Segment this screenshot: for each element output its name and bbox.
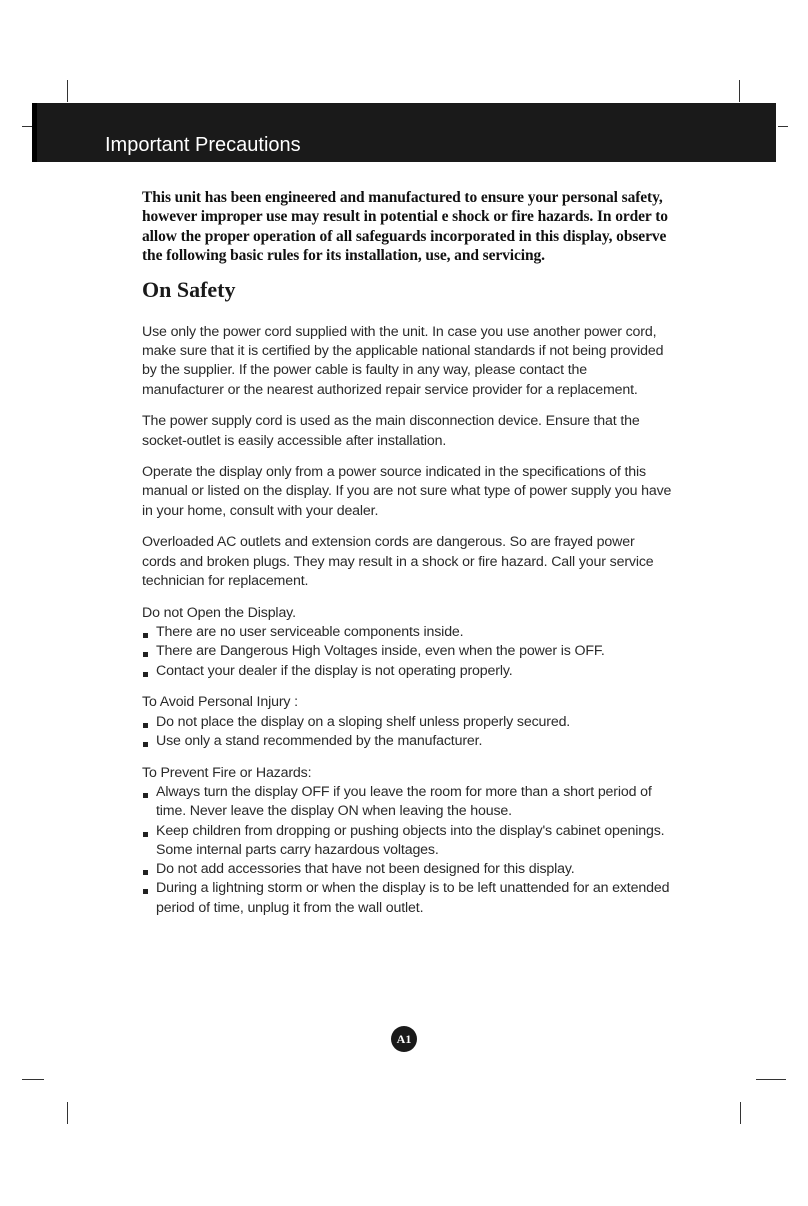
- bullet-square-icon: [143, 723, 148, 728]
- list-item: Do not add accessories that have not been designed for this display.: [142, 860, 672, 879]
- page-content: [142, 188, 672, 930]
- crop-mark-right-lower: [756, 1079, 786, 1080]
- list-avoid-injury: [142, 713, 672, 752]
- group-label-do-not-open: Do not Open the Display.: [142, 604, 296, 621]
- bullet-square-icon: [143, 889, 148, 894]
- header-accent: [32, 103, 37, 162]
- crop-mark-bottom-right: [740, 1102, 741, 1124]
- safety-paragraph-power-cord: Use only the power cord supplied with the unit. In case you use another power cord, make sure that it is certified by the applicable national standards if not being provided by the supplier. If the power cable is faulty in any way, please contact the manufacturer or the nearest authorized repair service provider for a replacement.: [142, 323, 664, 398]
- crop-mark-left-lower: [22, 1079, 44, 1080]
- bullet-square-icon: [143, 793, 148, 798]
- list-item: Contact your dealer if the display is not operating properly.: [142, 662, 672, 681]
- intro-paragraph: This unit has been engineered and manufactured to ensure your personal safety, however improper use may result in potential e shock or fire hazards. In order to allow the proper operation of all safeguards incorporated in this display, observe the following basic rules for its installation, use, and servicing.: [142, 189, 668, 265]
- bullet-square-icon: [143, 633, 148, 638]
- list-item: Keep children from dropping or pushing objects into the display's cabinet openings. Some internal parts carry hazardous voltages.: [142, 822, 672, 861]
- group-label-avoid-injury: To Avoid Personal Injury :: [142, 694, 298, 711]
- crop-mark-right-upper: [778, 126, 788, 127]
- bullet-square-icon: [143, 870, 148, 875]
- bullet-square-icon: [143, 652, 148, 657]
- list-item: During a lightning storm or when the display is to be left unattended for an extended period of time, unplug it from the wall outlet.: [142, 879, 672, 918]
- bullet-square-icon: [143, 832, 148, 837]
- safety-paragraph-power-source: Operate the display only from a power source indicated in the specifications of this manual or listed on the display. If you are not sure what type of power supply you have in your home, consult with your dealer.: [142, 464, 672, 519]
- crop-mark-bottom-left: [67, 1102, 68, 1124]
- list-item: Always turn the display OFF if you leave the room for more than a short period of time. Never leave the display ON when leaving the house.: [142, 783, 672, 822]
- list-item: There are no user serviceable components inside.: [142, 623, 672, 642]
- header-bar: [32, 103, 776, 162]
- crop-mark-top-left: [67, 80, 68, 102]
- bullet-square-icon: [143, 672, 148, 677]
- safety-paragraph-disconnect: The power supply cord is used as the main disconnection device. Ensure that the socket-outlet is easily accessible after installation.: [142, 413, 640, 449]
- page-number-badge: A1: [391, 1026, 417, 1052]
- page-title: Important Precautions: [105, 134, 301, 156]
- list-item: Do not place the display on a sloping shelf unless properly secured.: [142, 713, 672, 732]
- section-heading: On Safety: [142, 276, 236, 302]
- list-do-not-open: [142, 623, 672, 681]
- list-prevent-fire: [142, 783, 672, 918]
- list-item: There are Dangerous High Voltages inside, even when the power is OFF.: [142, 642, 672, 661]
- group-label-prevent-fire: To Prevent Fire or Hazards:: [142, 764, 312, 781]
- list-item: Use only a stand recommended by the manufacturer.: [142, 732, 672, 751]
- safety-paragraph-overload: Overloaded AC outlets and extension cords are dangerous. So are frayed power cords and broken plugs. They may result in a shock or fire hazard. Call your service technician for replacement.: [142, 534, 654, 590]
- bullet-square-icon: [143, 742, 148, 747]
- crop-mark-top-right: [739, 80, 740, 102]
